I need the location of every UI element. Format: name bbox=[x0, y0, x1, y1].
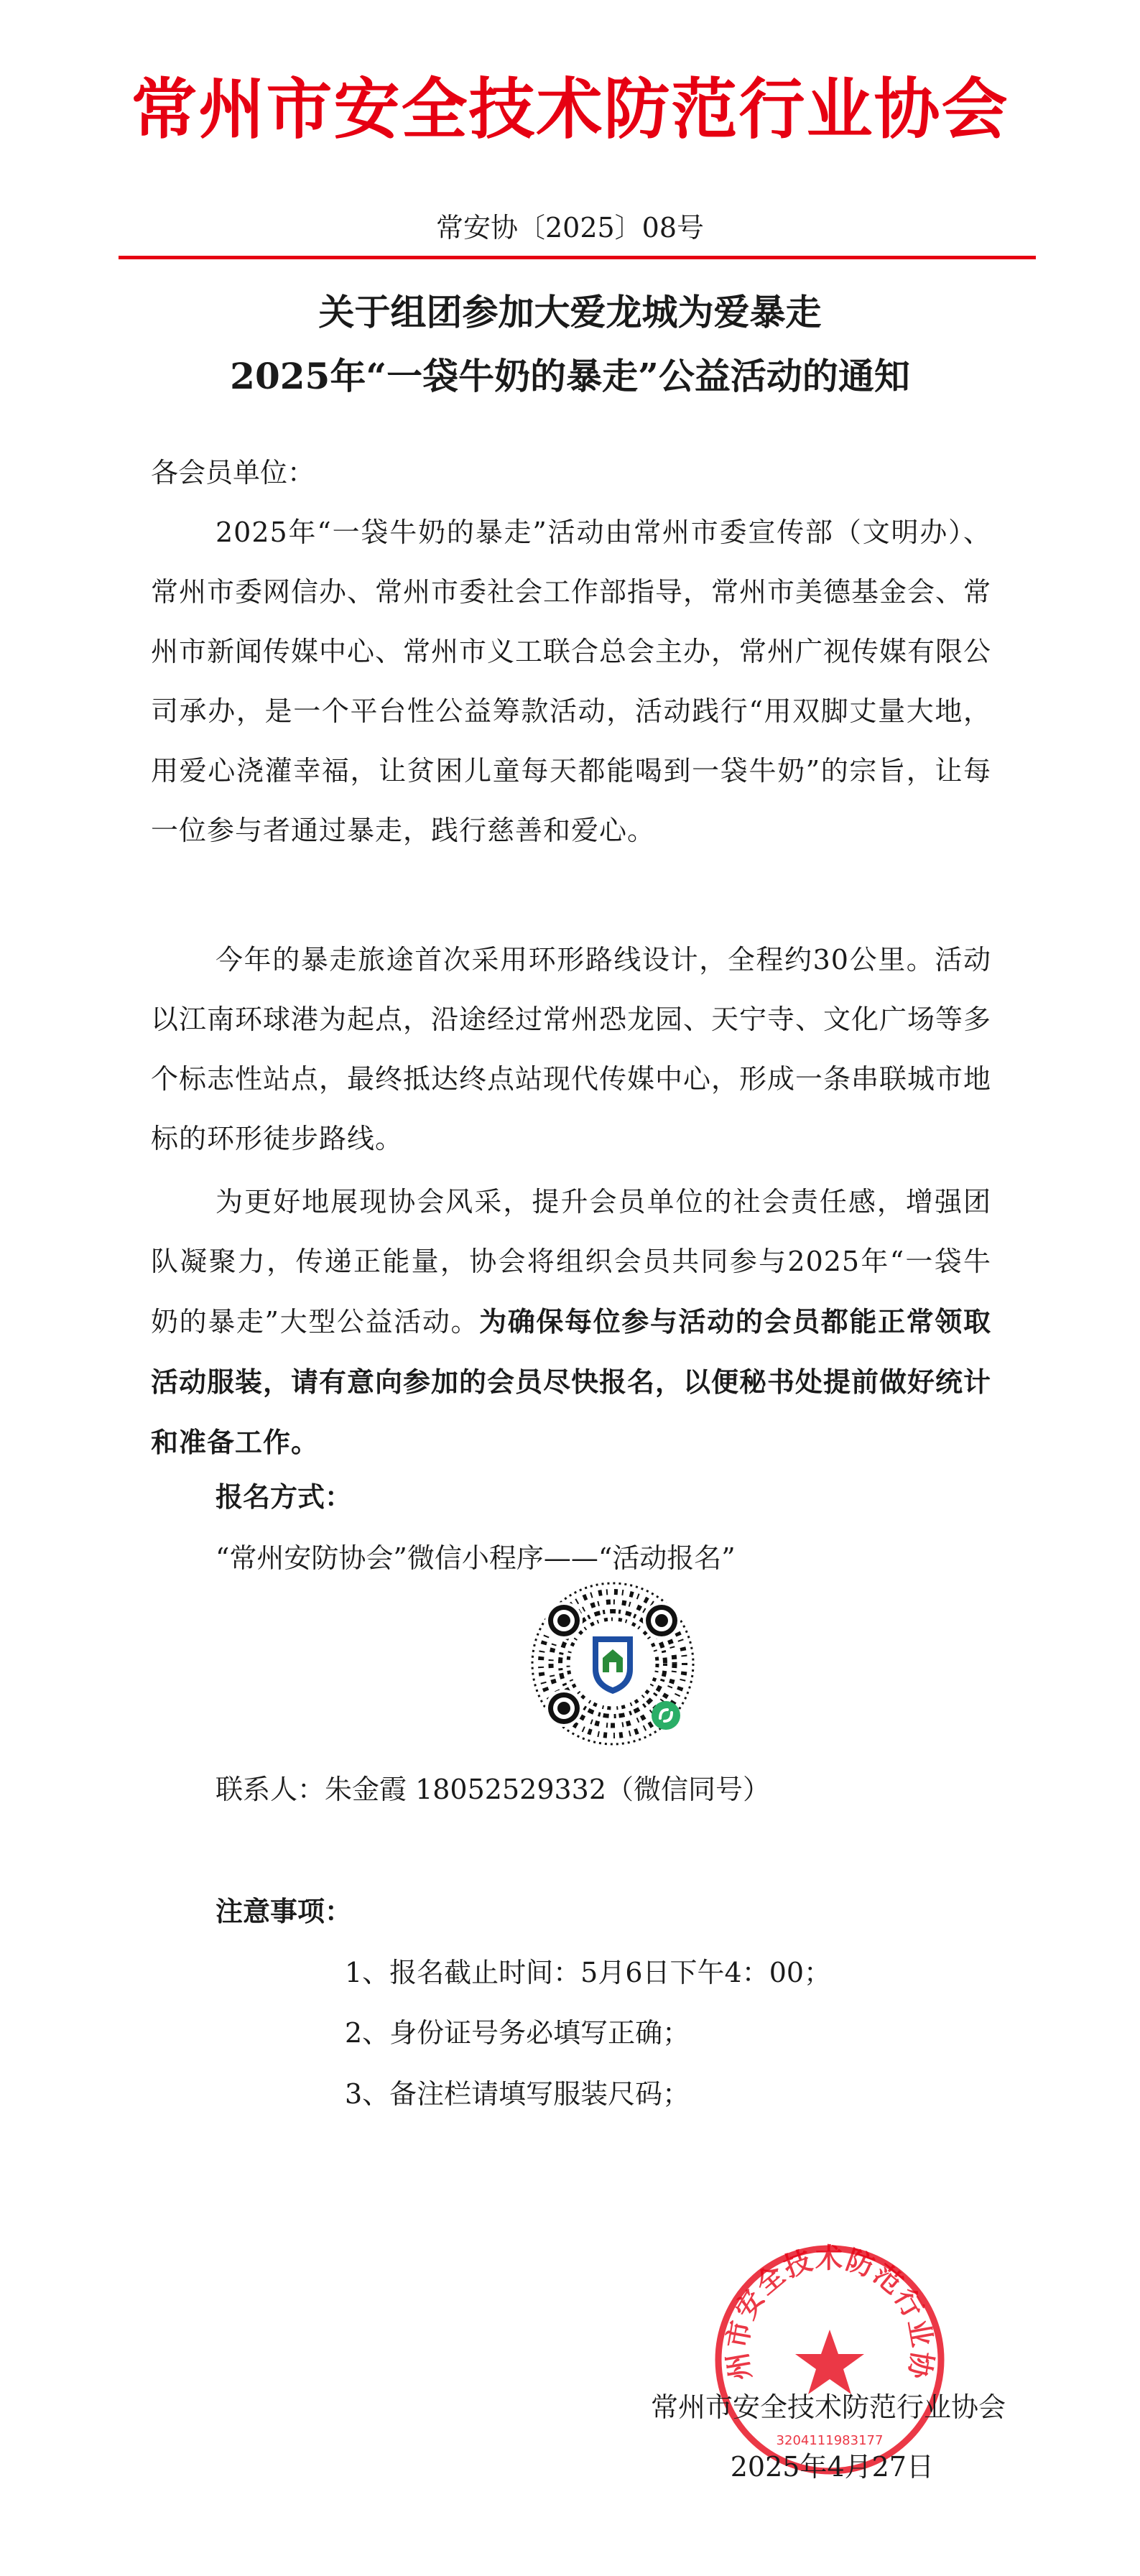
mini-program-qr-code[interactable] bbox=[527, 1577, 699, 1750]
note-item: 1、报名截止时间：5月6日下午4：00； bbox=[345, 1957, 832, 1988]
seal-code: 3204111983177 bbox=[776, 2433, 884, 2448]
signature-date: 2025年4月27日 bbox=[730, 2451, 934, 2483]
note-item: 3、备注栏请填写服装尺码； bbox=[345, 2078, 690, 2110]
note-item: 2、身份证号务必填写正确； bbox=[345, 2017, 690, 2049]
red-divider bbox=[119, 256, 1036, 259]
signature-organization: 常州市安全技术防范行业协会 bbox=[650, 2391, 1006, 2423]
paragraph-participation bbox=[151, 1172, 991, 1473]
notice-title-line2: 2025年“一袋牛奶的暴走”公益活动的通知 bbox=[230, 355, 910, 397]
seal-text: 州市安全技术防范行业协 bbox=[720, 2242, 939, 2383]
registration-heading: 报名方式： bbox=[216, 1481, 353, 1513]
official-seal bbox=[708, 2238, 952, 2482]
salutation: 各会员单位： bbox=[151, 457, 315, 488]
document-number: 常安协〔2025〕08号 bbox=[435, 212, 705, 244]
paragraph-route: 今年的暴走旅途首次采用环形路线设计，全程约30公里。活动以江南环球港为起点，沿途经过常州恐龙园、天宁寺、文化广场等多个标志性站点，最终抵达终点站现代传媒中心，形成一条串联城市地标的环形徒步路线。 bbox=[151, 944, 992, 1154]
contact-person: 联系人：朱金霞 18052529332（微信同号） bbox=[216, 1774, 771, 1805]
participation-emphasis: 为确保每位参与活动的会员都能正常领取活动服装，请有意向参加的会员尽快报名，以便秘书处提前做好统计和准备工作。 bbox=[151, 1305, 992, 1458]
qr-code-icon bbox=[527, 1577, 699, 1750]
registration-method: “常州安防协会”微信小程序——“活动报名” bbox=[216, 1542, 736, 1574]
participation-text: 为更好地展现协会风采，提升会员单位的社会责任感，增强团队凝聚力，传递正能量，协会将组织会员共同参与2025年“一袋牛奶的暴走”大型公益活动。 bbox=[151, 1186, 991, 1338]
notes-heading: 注意事项： bbox=[216, 1895, 353, 1927]
org-letterhead: 常州市安全技术防范行业协会 bbox=[131, 70, 1009, 148]
notice-title-line1: 关于组团参加大爱龙城为爱暴走 bbox=[318, 291, 822, 333]
paragraph-intro: 2025年“一袋牛奶的暴走”活动由常州市委宣传部（文明办）、常州市委网信办、常州市委社会工作部指导，常州市美德基金会、常州市新闻传媒中心、常州市义工联合总会主办，常州广视传媒有限公司承办，是一个平台性公益筹款活动，活动践行“用双脚丈量大地，用爱心浇灌幸福，让贫困儿童每天都能喝到一袋牛奶”的宗旨，让每一位参与者通过暴走，践行慈善和爱心。 bbox=[151, 516, 992, 846]
